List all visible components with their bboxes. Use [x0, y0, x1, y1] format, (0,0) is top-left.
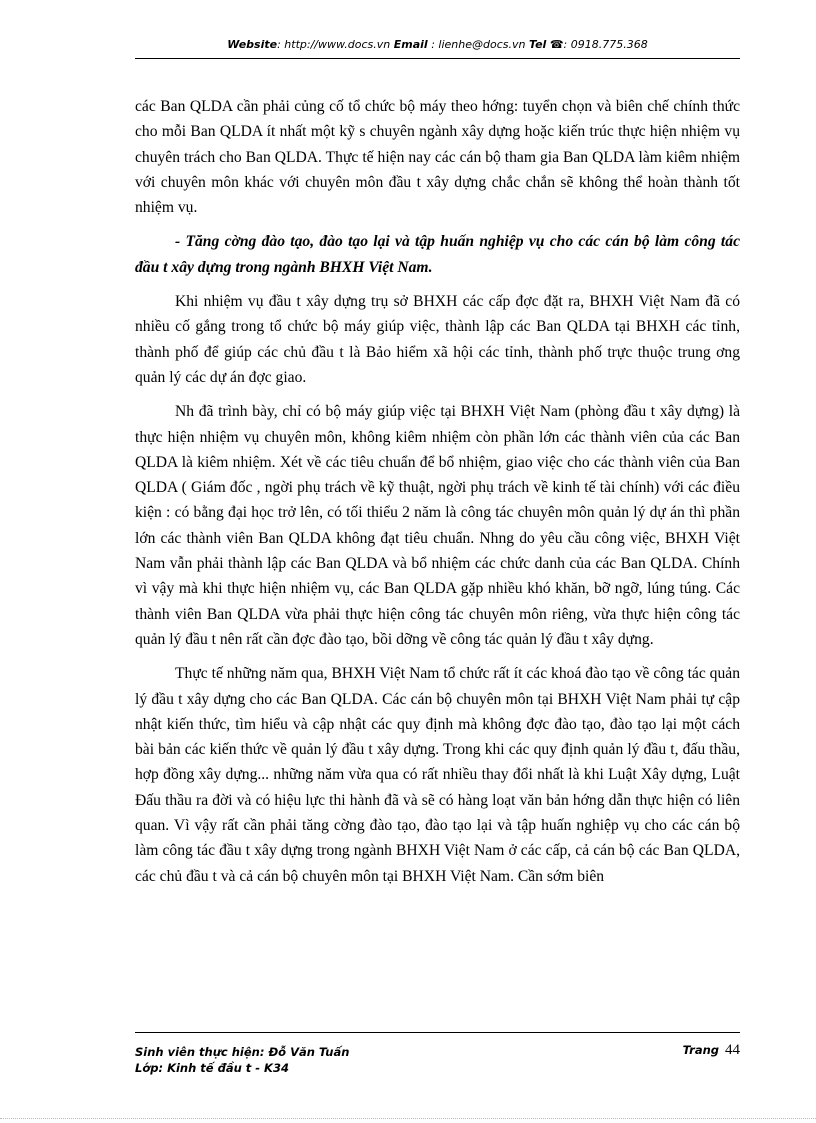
website-label: Website: [227, 38, 278, 51]
page-indicator: [683, 1042, 740, 1059]
paragraph-2: Khi nhiệm vụ đầu t xây dựng trụ sở BHXH các cấp đợc đặt ra, BHXH Việt Nam đã có nhiều cố gắng trong tổ chức bộ máy giúp việc, thành lập các Ban QLDA tại BHXH các tỉnh, thành phố để giúp các chủ đầu t là Bảo hiểm xã hội các tỉnh, thành phố trực thuộc trung ơng quản lý các dự án đợc giao.: [135, 293, 740, 386]
page-bottom-border: [0, 1118, 816, 1119]
page-header: [135, 38, 740, 51]
section-heading: - Tăng cờng đào tạo, đào tạo lại và tập huấn nghiệp vụ cho các cán bộ làm công tác đầu t xây dựng trong ngành BHXH Việt Nam.: [135, 233, 740, 276]
footer-author: [135, 1044, 349, 1076]
body-text: [135, 94, 740, 898]
phone-icon: ☎: [549, 38, 564, 51]
student-line: Sinh viên thực hiện: Đỗ Văn Tuấn: [135, 1045, 350, 1059]
paragraph-4: Thực tế những năm qua, BHXH Việt Nam tổ chức rất ít các khoá đào tạo về công tác quản lý đầu t xây dựng cho các Ban QLDA. Các cán bộ chuyên môn tại BHXH Việt Nam phải tự cập nhật kiến thức, tìm hiểu và cập nhật các quy định mà không đợc đào tạo, đào tạo lại một cách bài bản các kiến thức về quản lý đầu t xây dựng. Trong khi các quy định quản lý đầu t, đấu thầu, hợp đồng xây dựng... những năm vừa qua có rất nhiều thay đổi nhất là khi Luật Xây dựng, Luật Đấu thầu ra đời và có hiệu lực thi hành đã và sẽ có hàng loạt văn bản hớng dẫn thực hiện có liên quan. Vì vậy rất cần phải tăng cờng đào tạo, đào tạo lại và tập huấn nghiệp vụ cho các cán bộ làm công tác đầu t xây dựng trong ngành BHXH Việt Nam ở các cấp, cả cán bộ các Ban QLDA, các chủ đầu t và cả cán bộ chuyên môn tại BHXH Việt Nam. Cần sớm biên: [135, 665, 740, 885]
email-label: Email: [393, 38, 428, 51]
email-value: : lienhe@docs.vn: [431, 38, 526, 51]
footer-divider: [135, 1032, 740, 1033]
website-value: : http://www.docs.vn: [277, 38, 391, 51]
page-label: Trang: [682, 1043, 719, 1057]
paragraph-1: các Ban QLDA cần phải củng cố tổ chức bộ máy theo hớng: tuyển chọn và biên chế chính thức cho mỗi Ban QLDA ít nhất một kỹ s chuyên ngành xây dựng hoặc kiến trúc thực hiện nhiệm vụ chuyên trách cho Ban QLDA. Thực tế hiện nay các cán bộ tham gia Ban QLDA làm kiêm nhiệm với chuyên môn khác với chuyên môn đầu t xây dựng chắc chắn sẽ không thể hoàn thành tốt nhiệm vụ.: [135, 98, 740, 217]
paragraph-3: Nh đã trình bày, chỉ có bộ máy giúp việc tại BHXH Việt Nam (phòng đầu t xây dựng) là thực hiện nhiệm vụ chuyên môn, không kiêm nhiệm còn phần lớn các thành viên của các Ban QLDA là kiêm nhiệm. Xét về các tiêu chuẩn để bổ nhiệm, giao việc cho các thành viên của Ban QLDA ( Giám đốc , ngời phụ trách về kỹ thuật, ngời phụ trách về kinh tế tài chính) với các điều kiện : có bằng đại học trở lên, có tối thiểu 2 năm là công tác chuyên môn quản lý dự án thì phần lớn các thành viên Ban QLDA không đạt tiêu chuẩn. Nhng do yêu cầu công việc, BHXH Việt Nam vẫn phải thành lập các Ban QLDA và bổ nhiệm các chức danh của các Ban QLDA. Chính vì vậy mà khi thực hiện nhiệm vụ, các Ban QLDA gặp nhiều khó khăn, bỡ ngỡ, lúng túng. Các thành viên Ban QLDA vừa phải thực hiện công tác chuyên môn riêng, vừa thực hiện công tác quản lý đầu t nên rất cần đợc đào tạo, bồi dỡng về công tác quản lý đầu t xây dựng.: [135, 403, 740, 648]
class-line: Lớp: Kinh tế đầu t - K34: [135, 1061, 289, 1075]
header-divider: [135, 58, 740, 59]
tel-label: Tel: [528, 38, 547, 51]
tel-value: : 0918.775.368: [563, 38, 648, 51]
page-number: 44: [725, 1042, 740, 1058]
